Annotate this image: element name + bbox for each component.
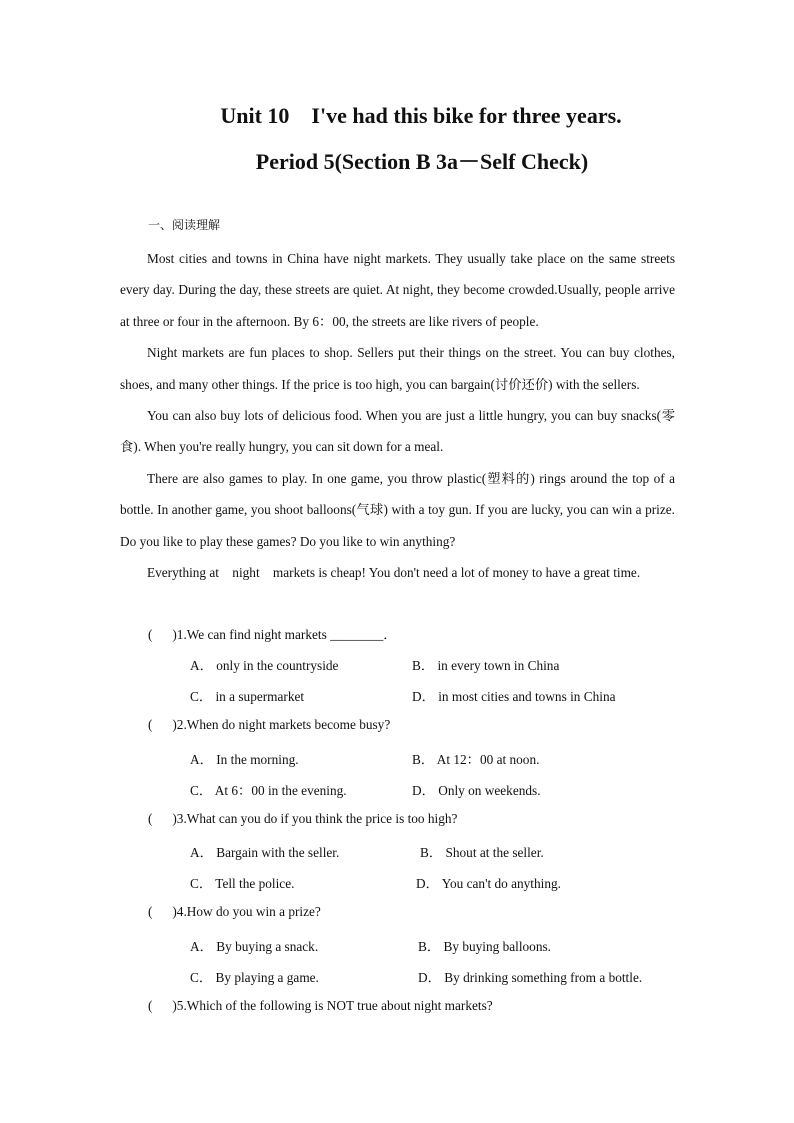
question-2-option-c[interactable]: C． At 6：00 in the evening.	[190, 783, 347, 798]
question-4-stem: ( )4.How do you win a prize?	[148, 904, 321, 919]
question-3-stem: ( )3.What can you do if you think the price is too high?	[148, 811, 458, 826]
passage-paragraph: Most cities and towns in China have night markets. They usually take place on the same streets every day. During the day, these streets are quiet. At night, they become crowded.Usually, people arrive at three or four in the afternoon. By 6：00, the streets are like rivers of people.	[120, 251, 675, 329]
reading-passage	[120, 243, 675, 588]
question-1-option-d[interactable]: D． in most cities and towns in China	[412, 689, 616, 704]
question-4-option-a[interactable]: A． By buying a snack.	[190, 939, 319, 954]
question-2-option-d[interactable]: D． Only on weekends.	[412, 783, 541, 798]
passage-paragraph: Everything at night markets is cheap! You don't need a lot of money to have a great time.	[147, 565, 641, 581]
question-3-option-d[interactable]: D． You can't do anything.	[416, 876, 561, 891]
question-3-option-c[interactable]: C． Tell the police.	[190, 876, 295, 891]
passage-paragraph: Night markets are fun places to shop. Sellers put their things on the street. You can buy clothes, shoes, and many other things. If the price is too high, you can bargain(讨价还价) with the sellers.	[120, 345, 675, 392]
title-line-1: Unit 10 I've had this bike for three years.	[220, 103, 622, 128]
question-4-option-d[interactable]: D． By drinking something from a bottle.	[418, 970, 643, 985]
passage-paragraph: You can also buy lots of delicious food. When you are just a little hungry, you can buy snacks(零食). When you're really hungry, you can sit down for a meal.	[120, 408, 675, 455]
question-3-option-a[interactable]: A． Bargain with the seller.	[190, 845, 340, 860]
question-1-option-c[interactable]: C． in a supermarket	[190, 689, 305, 704]
title-line-2: Period 5(Section B 3a－Self Check)	[255, 149, 589, 174]
section-heading: 一、阅读理解	[148, 218, 221, 232]
question-3-option-b[interactable]: B． Shout at the seller.	[420, 845, 544, 860]
question-4-option-c[interactable]: C． By playing a game.	[190, 970, 319, 985]
question-1-option-b[interactable]: B． in every town in China	[412, 658, 560, 673]
question-2-stem: ( )2.When do night markets become busy?	[148, 717, 391, 732]
passage-paragraph: There are also games to play. In one game, you throw plastic(塑料的) rings around the top of a bottle. In another game, you shoot balloons(气球) with a toy gun. If you are lucky, you can win a prize. Do you like to play these games? Do you like to win anything?	[120, 470, 675, 549]
question-2-option-b[interactable]: B． At 12：00 at noon.	[412, 752, 540, 767]
question-1-stem: ( )1.We can find night markets ________．	[148, 627, 397, 642]
question-5-stem: ( )5.Which of the following is NOT true about night markets?	[148, 998, 493, 1013]
question-4-option-b[interactable]: B． By buying balloons.	[418, 939, 551, 954]
question-1-option-a[interactable]: A． only in the countryside	[190, 658, 339, 673]
question-2-option-a[interactable]: A． In the morning.	[190, 752, 299, 767]
